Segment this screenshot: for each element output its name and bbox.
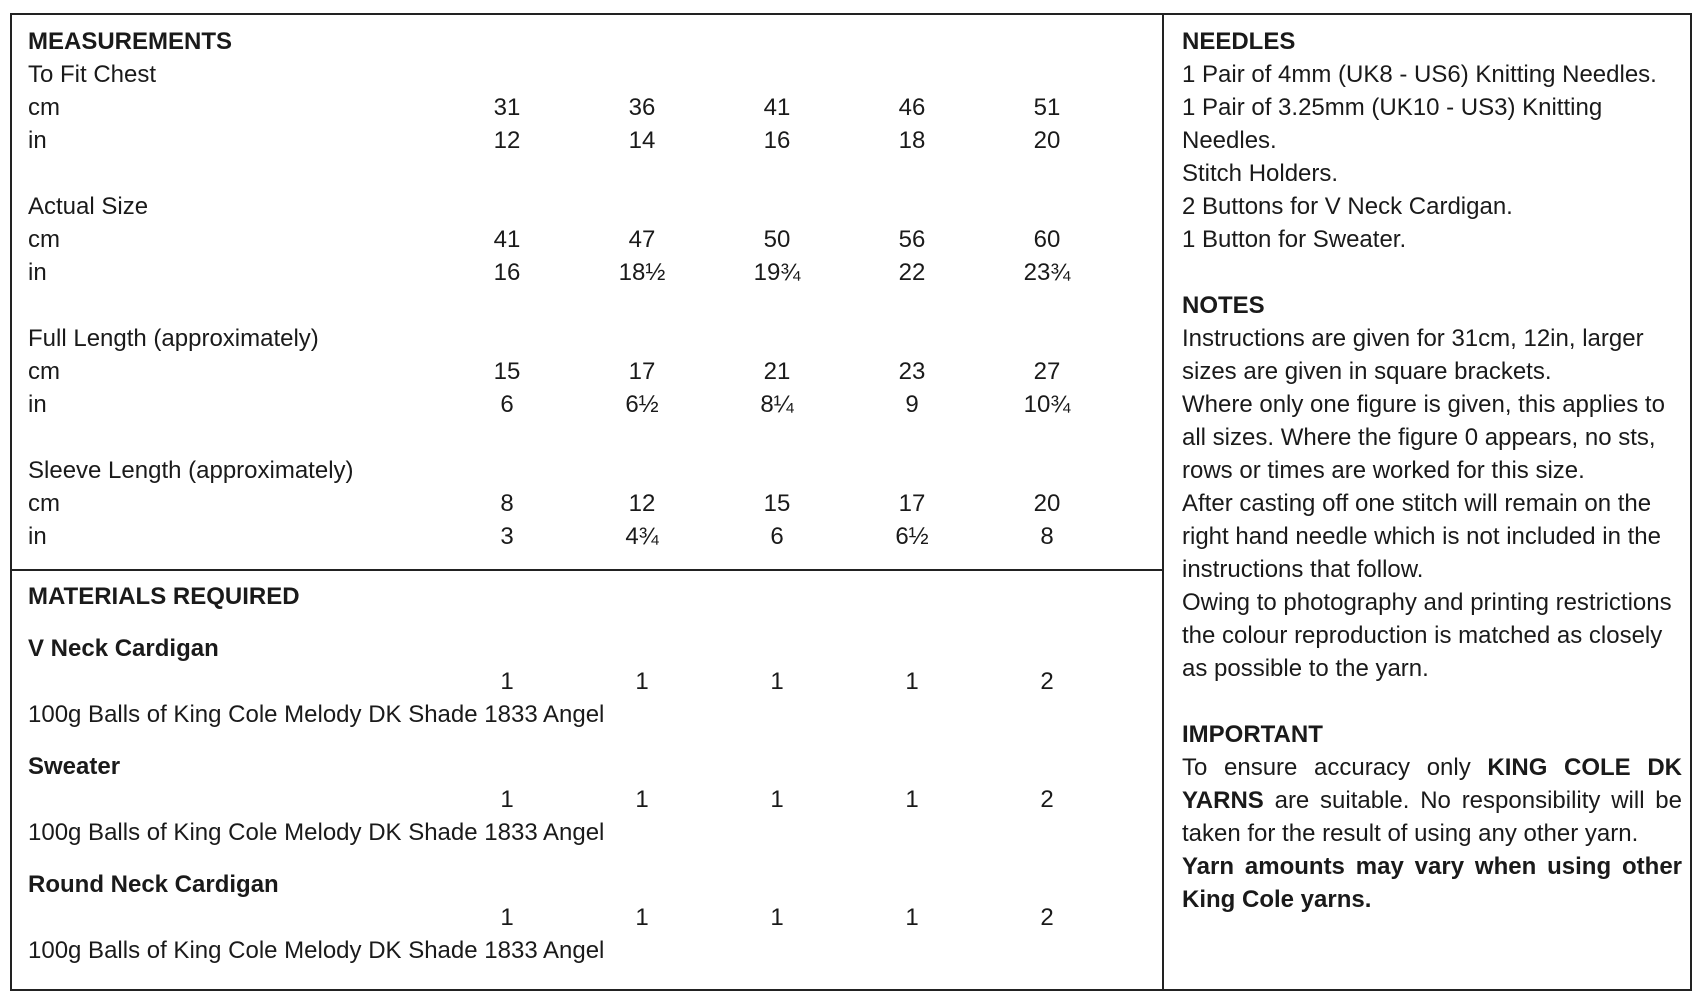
important-heading: IMPORTANT [1182,721,1323,748]
needles-line: 1 Button for Sweater. [1182,226,1407,253]
important-text-after: are suitable. No responsibility will be taken for the result of using any other yarn. [1182,787,1682,847]
material-item-name: V Neck Cardigan [28,635,219,662]
important-warning: Yarn amounts may vary when using other King Cole yarns. [1182,853,1682,913]
measure-row: cm 41 47 50 56 60 [28,226,1061,253]
notes-paragraph: Owing to photography and printing restrictions the colour reproduction is matched as closely as possible to the yarn. [1182,589,1672,682]
material-quantity-row: 1 1 1 1 2 [500,786,1054,813]
measure-row: cm 8 12 15 17 20 [28,490,1061,517]
group-title: Actual Size [28,193,149,220]
needles-line: 1 Pair of 3.25mm (UK10 - US3) Knitting Needles. [1182,94,1603,154]
materials-heading: MATERIALS REQUIRED [28,583,300,610]
needles-heading: NEEDLES [1182,28,1296,55]
vertical-divider [1162,15,1164,989]
important-paragraph [1182,751,1682,850]
material-item-name: Sweater [28,753,121,780]
notes-paragraph: After casting off one stitch will remain on the right hand needle which is not included in the instructions that follow. [1182,490,1661,583]
pattern-info-box [10,13,1692,991]
group-title: To Fit Chest [28,61,157,88]
notes-paragraph: Instructions are given for 31cm, 12in, larger sizes are given in square brackets. [1182,325,1644,385]
notes-paragraph: Where only one figure is given, this applies to all sizes. Where the figure 0 appears, no sts, rows or times are worked for this size. [1182,391,1665,484]
measurements-heading: MEASUREMENTS [28,28,233,55]
material-description: 100g Balls of King Cole Melody DK Shade 1833 Angel [28,937,605,964]
group-title: Sleeve Length (approximately) [28,457,354,484]
measurements-section [28,25,1148,553]
measure-row: in 6 6½ 8¼ 9 10¾ [28,391,1071,418]
measure-row: cm 31 36 41 46 51 [28,94,1061,121]
material-quantity-row: 1 1 1 1 2 [500,904,1054,931]
measure-row: in 16 18½ 19¾ 22 23¾ [28,259,1071,286]
important-brand: KING COLE DK YARNS [1182,754,1682,814]
material-description: 100g Balls of King Cole Melody DK Shade 1833 Angel [28,819,605,846]
notes-heading: NOTES [1182,292,1265,319]
info-column [1182,25,1682,916]
measure-row: in 3 4¾ 6 6½ 8 [28,523,1054,550]
measure-row: cm 15 17 21 23 27 [28,358,1061,385]
materials-section [28,580,1148,967]
important-text-before: To ensure accuracy only [1182,754,1488,781]
material-quantity-row: 1 1 1 1 2 [500,668,1054,695]
group-title: Full Length (approximately) [28,325,319,352]
material-item-name: Round Neck Cardigan [28,871,279,898]
material-description: 100g Balls of King Cole Melody DK Shade 1833 Angel [28,701,605,728]
needles-line: Stitch Holders. [1182,160,1339,187]
needles-line: 2 Buttons for V Neck Cardigan. [1182,193,1513,220]
needles-line: 1 Pair of 4mm (UK8 - US6) Knitting Needles. [1182,61,1657,88]
measure-row: in 12 14 16 18 20 [28,127,1061,154]
horizontal-divider [12,569,1162,571]
